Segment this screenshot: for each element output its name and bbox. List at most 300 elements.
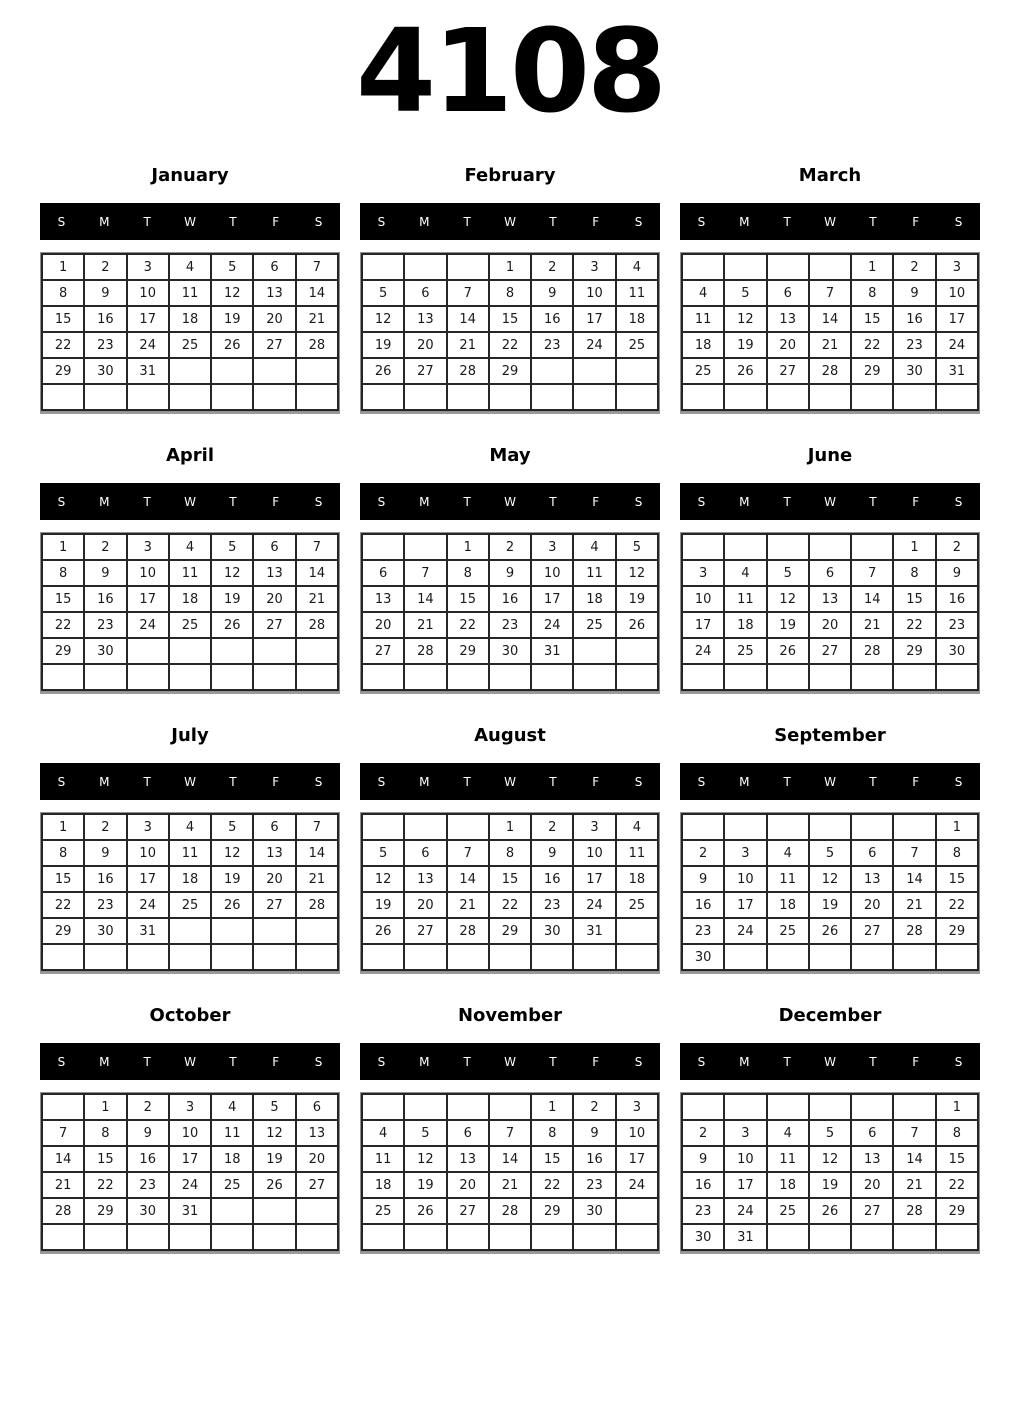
day-cell: 4	[616, 814, 658, 840]
empty-day-cell	[447, 254, 489, 280]
day-cell: 16	[682, 892, 724, 918]
weekday-label: F	[592, 1054, 600, 1069]
day-cell: 14	[447, 866, 489, 892]
day-cell: 9	[84, 280, 126, 306]
day-cell: 10	[531, 560, 573, 586]
day-cell: 30	[573, 1198, 615, 1224]
week-row	[682, 586, 978, 612]
day-cell: 28	[489, 1198, 531, 1224]
empty-day-cell	[362, 254, 404, 280]
day-cell: 13	[767, 306, 809, 332]
day-cell: 15	[447, 586, 489, 612]
day-cell: 25	[169, 612, 211, 638]
day-cell: 20	[253, 306, 295, 332]
week-row	[42, 1094, 338, 1120]
empty-day-cell	[127, 384, 169, 410]
empty-day-cell	[682, 1094, 724, 1120]
day-cell: 21	[851, 612, 893, 638]
day-cell: 8	[936, 1120, 978, 1146]
empty-day-cell	[616, 358, 658, 384]
empty-day-cell	[127, 664, 169, 690]
weekday-label: T	[463, 494, 471, 509]
day-cell: 27	[253, 892, 295, 918]
empty-day-cell	[447, 664, 489, 690]
empty-day-cell	[404, 944, 446, 970]
day-cell: 26	[362, 358, 404, 384]
weekday-label: T	[549, 1054, 557, 1069]
day-cell: 1	[936, 814, 978, 840]
day-cell: 4	[169, 534, 211, 560]
day-cell: 21	[893, 1172, 935, 1198]
weekday-label: S	[377, 494, 386, 509]
day-cell: 3	[127, 254, 169, 280]
empty-day-cell	[682, 384, 724, 410]
day-cell: 27	[404, 358, 446, 384]
weekday-label: F	[912, 494, 920, 509]
empty-day-cell	[851, 944, 893, 970]
day-cell: 19	[616, 586, 658, 612]
week-row	[42, 866, 338, 892]
empty-day-cell	[893, 1094, 935, 1120]
month-grid-table	[681, 1093, 979, 1251]
day-cell: 13	[404, 866, 446, 892]
day-cell: 12	[253, 1120, 295, 1146]
month-grid-wrapper	[680, 532, 980, 692]
day-cell: 14	[809, 306, 851, 332]
day-cell: 29	[447, 638, 489, 664]
empty-day-cell	[724, 664, 766, 690]
day-cell: 3	[573, 814, 615, 840]
empty-day-cell	[404, 384, 446, 410]
day-cell: 14	[893, 1146, 935, 1172]
week-row	[682, 1120, 978, 1146]
day-cell: 10	[127, 280, 169, 306]
month-grid-body	[362, 254, 658, 410]
day-cell: 30	[936, 638, 978, 664]
weekday-label: T	[229, 1054, 237, 1069]
day-cell: 24	[531, 612, 573, 638]
day-cell: 16	[682, 1172, 724, 1198]
empty-day-cell	[489, 384, 531, 410]
day-cell: 13	[253, 560, 295, 586]
day-cell: 13	[296, 1120, 338, 1146]
empty-day-cell	[936, 664, 978, 690]
day-cell: 3	[682, 560, 724, 586]
empty-day-cell	[362, 384, 404, 410]
day-cell: 27	[404, 918, 446, 944]
day-cell: 29	[936, 1198, 978, 1224]
day-cell: 3	[936, 254, 978, 280]
day-cell: 28	[296, 612, 338, 638]
day-cell: 29	[531, 1198, 573, 1224]
week-row	[362, 560, 658, 586]
week-row	[682, 1224, 978, 1250]
day-cell: 13	[851, 1146, 893, 1172]
week-row	[682, 358, 978, 384]
empty-day-cell	[211, 944, 253, 970]
day-cell: 3	[573, 254, 615, 280]
empty-day-cell	[724, 944, 766, 970]
weekday-label: W	[184, 214, 196, 229]
day-cell: 6	[253, 814, 295, 840]
week-row	[682, 254, 978, 280]
day-cell: 15	[489, 866, 531, 892]
weekday-header-bar	[360, 1043, 660, 1080]
weekday-header-bar	[40, 203, 340, 240]
day-cell: 14	[893, 866, 935, 892]
day-cell: 18	[169, 586, 211, 612]
day-cell: 10	[127, 840, 169, 866]
day-cell: 19	[809, 1172, 851, 1198]
day-cell: 30	[489, 638, 531, 664]
empty-day-cell	[447, 814, 489, 840]
day-cell: 22	[851, 332, 893, 358]
day-cell: 26	[404, 1198, 446, 1224]
day-cell: 22	[489, 892, 531, 918]
day-cell: 5	[767, 560, 809, 586]
day-cell: 9	[84, 560, 126, 586]
day-cell: 20	[296, 1146, 338, 1172]
day-cell: 5	[616, 534, 658, 560]
empty-day-cell	[253, 358, 295, 384]
week-row	[362, 358, 658, 384]
empty-day-cell	[893, 384, 935, 410]
day-cell: 18	[616, 866, 658, 892]
day-cell: 20	[851, 892, 893, 918]
weekday-label: S	[377, 774, 386, 789]
week-row	[682, 866, 978, 892]
day-cell: 16	[84, 866, 126, 892]
day-cell: 22	[42, 892, 84, 918]
day-cell: 16	[893, 306, 935, 332]
day-cell: 18	[616, 306, 658, 332]
day-cell: 5	[211, 254, 253, 280]
weekday-label: T	[869, 774, 877, 789]
weekday-label: T	[229, 494, 237, 509]
empty-day-cell	[253, 384, 295, 410]
day-cell: 2	[573, 1094, 615, 1120]
day-cell: 20	[767, 332, 809, 358]
empty-day-cell	[809, 814, 851, 840]
month-block	[680, 705, 980, 985]
day-cell: 15	[42, 306, 84, 332]
day-cell: 2	[489, 534, 531, 560]
weekday-label: M	[739, 1054, 750, 1069]
week-row	[682, 638, 978, 664]
day-cell: 10	[724, 866, 766, 892]
day-cell: 29	[42, 918, 84, 944]
month-title: August	[474, 725, 546, 746]
empty-day-cell	[616, 1198, 658, 1224]
month-block	[360, 145, 660, 425]
day-cell: 10	[573, 280, 615, 306]
day-cell: 11	[724, 586, 766, 612]
day-cell: 8	[489, 280, 531, 306]
empty-day-cell	[211, 918, 253, 944]
day-cell: 21	[296, 306, 338, 332]
day-cell: 7	[296, 254, 338, 280]
month-grid-body	[682, 814, 978, 970]
week-row	[682, 814, 978, 840]
month-grid-wrapper	[680, 812, 980, 972]
day-cell: 6	[362, 560, 404, 586]
empty-day-cell	[211, 638, 253, 664]
week-row	[42, 254, 338, 280]
day-cell: 21	[296, 866, 338, 892]
week-row	[362, 866, 658, 892]
day-cell: 29	[893, 638, 935, 664]
day-cell: 12	[211, 840, 253, 866]
week-row	[42, 358, 338, 384]
day-cell: 20	[851, 1172, 893, 1198]
empty-day-cell	[404, 814, 446, 840]
day-cell: 27	[296, 1172, 338, 1198]
day-cell: 23	[84, 332, 126, 358]
week-row	[362, 306, 658, 332]
day-cell: 6	[851, 840, 893, 866]
weekday-label: F	[592, 494, 600, 509]
day-cell: 17	[573, 866, 615, 892]
day-cell: 7	[447, 280, 489, 306]
day-cell: 26	[211, 332, 253, 358]
day-cell: 24	[724, 1198, 766, 1224]
day-cell: 17	[531, 586, 573, 612]
empty-day-cell	[767, 814, 809, 840]
day-cell: 2	[84, 534, 126, 560]
empty-day-cell	[767, 384, 809, 410]
empty-day-cell	[404, 1094, 446, 1120]
empty-day-cell	[809, 254, 851, 280]
day-cell: 9	[682, 866, 724, 892]
day-cell: 18	[169, 866, 211, 892]
day-cell: 12	[616, 560, 658, 586]
month-title: February	[464, 165, 556, 186]
day-cell: 27	[767, 358, 809, 384]
weekday-label: T	[143, 1054, 151, 1069]
week-row	[42, 918, 338, 944]
day-cell: 1	[489, 254, 531, 280]
weekday-label: S	[954, 494, 963, 509]
empty-day-cell	[447, 1224, 489, 1250]
empty-day-cell	[211, 384, 253, 410]
day-cell: 22	[489, 332, 531, 358]
day-cell: 9	[84, 840, 126, 866]
month-grid-table	[41, 813, 339, 971]
day-cell: 26	[767, 638, 809, 664]
day-cell: 1	[893, 534, 935, 560]
empty-day-cell	[936, 944, 978, 970]
week-row	[682, 280, 978, 306]
empty-day-cell	[809, 384, 851, 410]
day-cell: 8	[42, 560, 84, 586]
day-cell: 1	[851, 254, 893, 280]
day-cell: 1	[84, 1094, 126, 1120]
weekday-label: T	[869, 1054, 877, 1069]
day-cell: 23	[489, 612, 531, 638]
day-cell: 1	[531, 1094, 573, 1120]
week-row	[42, 1172, 338, 1198]
day-cell: 2	[84, 254, 126, 280]
month-grid-wrapper	[40, 252, 340, 412]
day-cell: 14	[296, 840, 338, 866]
day-cell: 1	[42, 254, 84, 280]
weekday-label: S	[314, 214, 323, 229]
day-cell: 16	[84, 586, 126, 612]
day-cell: 14	[42, 1146, 84, 1172]
weekday-label: S	[314, 494, 323, 509]
empty-day-cell	[893, 664, 935, 690]
day-cell: 17	[127, 586, 169, 612]
week-row	[42, 892, 338, 918]
day-cell: 16	[573, 1146, 615, 1172]
day-cell: 9	[531, 280, 573, 306]
empty-day-cell	[169, 384, 211, 410]
day-cell: 15	[936, 866, 978, 892]
weekday-label: S	[314, 774, 323, 789]
day-cell: 12	[404, 1146, 446, 1172]
empty-day-cell	[531, 358, 573, 384]
empty-day-cell	[127, 944, 169, 970]
day-cell: 3	[127, 534, 169, 560]
day-cell: 29	[489, 358, 531, 384]
weekday-label: S	[634, 494, 643, 509]
weekday-label: F	[272, 214, 280, 229]
day-cell: 4	[169, 254, 211, 280]
day-cell: 24	[127, 612, 169, 638]
day-cell: 23	[531, 332, 573, 358]
week-row	[42, 1224, 338, 1250]
day-cell: 2	[893, 254, 935, 280]
day-cell: 11	[616, 280, 658, 306]
weekday-label: T	[549, 774, 557, 789]
month-title: January	[151, 165, 229, 186]
day-cell: 24	[127, 332, 169, 358]
weekday-label: W	[824, 774, 836, 789]
day-cell: 18	[362, 1172, 404, 1198]
weekday-label: S	[954, 774, 963, 789]
weekday-label: S	[697, 1054, 706, 1069]
week-row	[362, 332, 658, 358]
month-grid-table	[41, 1093, 339, 1251]
empty-day-cell	[767, 1094, 809, 1120]
empty-day-cell	[809, 664, 851, 690]
empty-day-cell	[84, 944, 126, 970]
weekday-label: T	[229, 214, 237, 229]
month-title: June	[807, 445, 853, 466]
month-grid-table	[681, 533, 979, 691]
month-grid-body	[682, 254, 978, 410]
day-cell: 11	[169, 560, 211, 586]
day-cell: 13	[253, 840, 295, 866]
day-cell: 19	[211, 306, 253, 332]
week-row	[362, 918, 658, 944]
day-cell: 21	[893, 892, 935, 918]
day-cell: 28	[296, 892, 338, 918]
week-row	[682, 1146, 978, 1172]
month-grid-wrapper	[360, 532, 660, 692]
day-cell: 30	[682, 944, 724, 970]
day-cell: 14	[489, 1146, 531, 1172]
month-grid-body	[362, 814, 658, 970]
empty-day-cell	[682, 534, 724, 560]
weekday-label: T	[783, 494, 791, 509]
weekday-header-bar	[680, 763, 980, 800]
day-cell: 26	[253, 1172, 295, 1198]
day-cell: 11	[211, 1120, 253, 1146]
empty-day-cell	[616, 384, 658, 410]
day-cell: 28	[809, 358, 851, 384]
week-row	[362, 1120, 658, 1146]
empty-day-cell	[253, 664, 295, 690]
day-cell: 21	[809, 332, 851, 358]
week-row	[362, 612, 658, 638]
day-cell: 22	[936, 1172, 978, 1198]
day-cell: 27	[809, 638, 851, 664]
week-row	[682, 1198, 978, 1224]
month-grid-wrapper	[40, 532, 340, 692]
empty-day-cell	[169, 944, 211, 970]
day-cell: 2	[682, 1120, 724, 1146]
months-grid	[0, 145, 1020, 1265]
day-cell: 27	[253, 332, 295, 358]
empty-day-cell	[296, 1224, 338, 1250]
empty-day-cell	[936, 1224, 978, 1250]
day-cell: 23	[84, 892, 126, 918]
day-cell: 15	[531, 1146, 573, 1172]
empty-day-cell	[362, 1094, 404, 1120]
day-cell: 13	[851, 866, 893, 892]
empty-day-cell	[489, 944, 531, 970]
day-cell: 16	[489, 586, 531, 612]
day-cell: 9	[893, 280, 935, 306]
empty-day-cell	[489, 1224, 531, 1250]
empty-day-cell	[809, 944, 851, 970]
month-title: March	[798, 165, 862, 186]
day-cell: 15	[893, 586, 935, 612]
month-grid-wrapper	[360, 812, 660, 972]
day-cell: 25	[682, 358, 724, 384]
weekday-label: S	[634, 1054, 643, 1069]
day-cell: 23	[84, 612, 126, 638]
week-row	[682, 918, 978, 944]
day-cell: 12	[211, 280, 253, 306]
empty-day-cell	[211, 358, 253, 384]
weekday-label: S	[57, 214, 66, 229]
month-title: May	[489, 445, 531, 466]
day-cell: 7	[893, 1120, 935, 1146]
day-cell: 8	[489, 840, 531, 866]
day-cell: 19	[211, 866, 253, 892]
day-cell: 27	[362, 638, 404, 664]
day-cell: 24	[169, 1172, 211, 1198]
week-row	[362, 638, 658, 664]
day-cell: 14	[851, 586, 893, 612]
week-row	[682, 384, 978, 410]
weekday-label: M	[419, 214, 430, 229]
month-grid-body	[682, 534, 978, 690]
day-cell: 8	[531, 1120, 573, 1146]
week-row	[362, 1172, 658, 1198]
day-cell: 23	[573, 1172, 615, 1198]
day-cell: 26	[724, 358, 766, 384]
day-cell: 5	[404, 1120, 446, 1146]
empty-day-cell	[253, 918, 295, 944]
day-cell: 6	[809, 560, 851, 586]
week-row	[42, 560, 338, 586]
week-row	[42, 814, 338, 840]
day-cell: 24	[573, 892, 615, 918]
month-title: November	[457, 1005, 563, 1026]
